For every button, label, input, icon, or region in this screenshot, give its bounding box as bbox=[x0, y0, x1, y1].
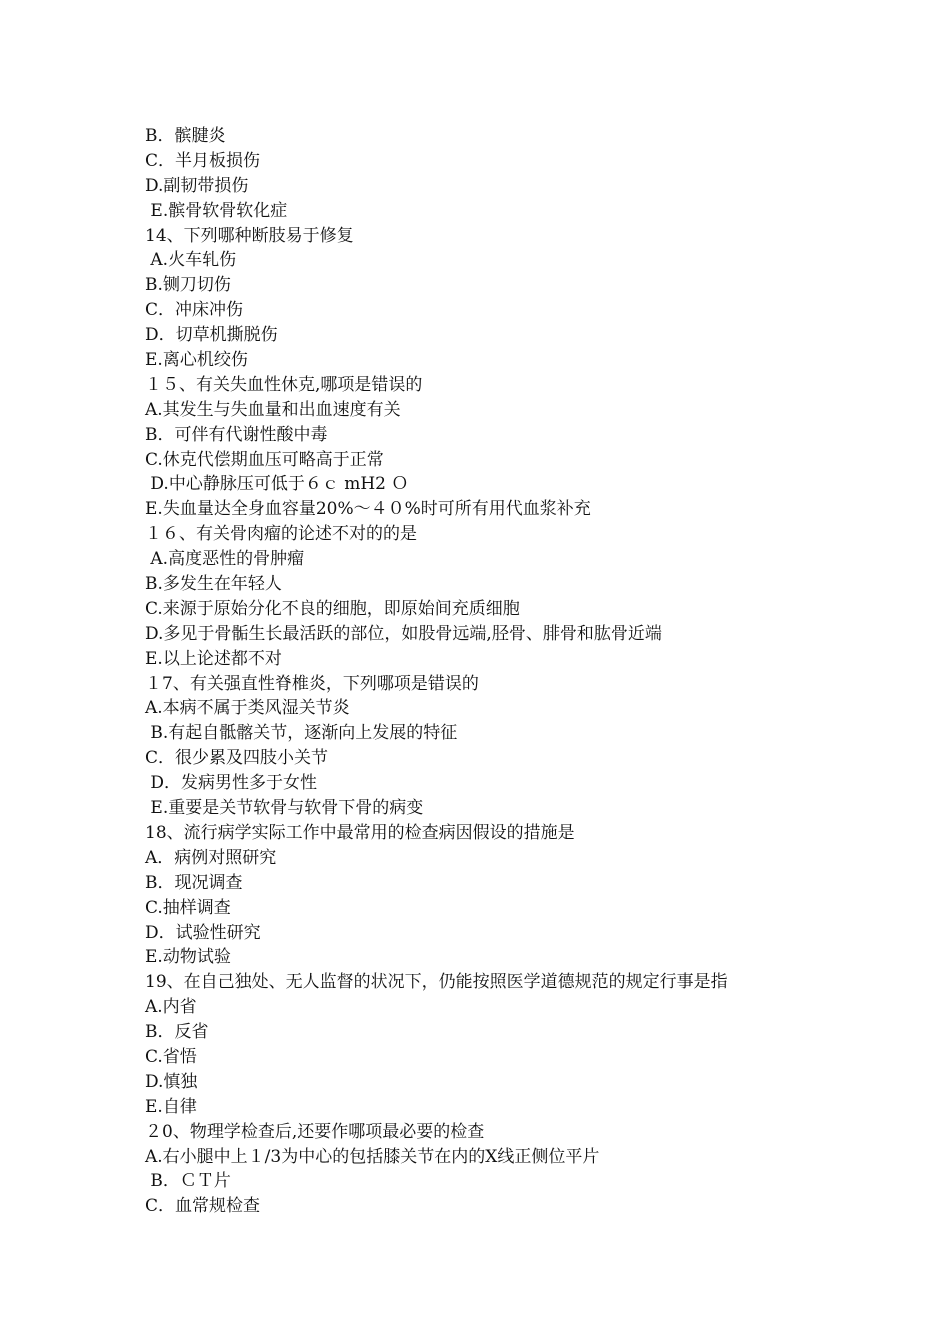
text-line: C．半月板损伤 bbox=[145, 150, 261, 171]
text-line: A.内省 bbox=[145, 997, 197, 1018]
text-line: B.铡刀切伤 bbox=[145, 275, 231, 296]
text-line: D.中心静脉压可低于６ｃ mH2 Ｏ bbox=[145, 474, 409, 495]
text-line: B．髌腱炎 bbox=[145, 126, 226, 146]
text-line: E.重要是关节软骨与软骨下骨的病变 bbox=[145, 798, 424, 819]
text-line: E.失血量达全身血容量20%～４０%时可所有用代血浆补充 bbox=[145, 499, 591, 520]
question-15: １５、有关失血性休克,哪项是错误的 bbox=[145, 374, 423, 395]
text-line: A.火车轧伤 bbox=[145, 250, 237, 271]
text-line: B．ＣＴ片 bbox=[145, 1171, 231, 1192]
text-line: E.离心机绞伤 bbox=[145, 350, 248, 371]
text-line: D．试验性研究 bbox=[145, 922, 261, 943]
text-line: A.高度恶性的骨肿瘤 bbox=[145, 549, 305, 570]
text-line: D.慎独 bbox=[145, 1071, 198, 1092]
question-20: ２0、物理学检查后,还要作哪项最必要的检查 bbox=[145, 1121, 485, 1142]
question-14: 14、下列哪种断肢易于修复 bbox=[145, 225, 354, 246]
text-line: A．病例对照研究 bbox=[145, 847, 277, 868]
text-line: B.多发生在年轻人 bbox=[145, 574, 282, 595]
text-line: B．可伴有代谢性酸中毒 bbox=[145, 424, 328, 445]
question-17: １7、有关强直性脊椎炎，下列哪项是错误的 bbox=[145, 673, 479, 694]
question-19: 19、在自己独处、无人监督的状况下，仍能按照医学道德规范的规定行事是指 bbox=[145, 972, 728, 993]
text-line: D.副韧带损伤 bbox=[145, 175, 249, 196]
text-line: C.休克代偿期血压可略高于正常 bbox=[145, 449, 384, 470]
text-line: E.以上论述都不对 bbox=[145, 648, 282, 669]
text-line: C.来源于原始分化不良的细胞，即原始间充质细胞 bbox=[145, 598, 520, 619]
text-line: B.有起自骶髂关节，逐渐向上发展的特征 bbox=[145, 723, 458, 744]
text-line: E.自律 bbox=[145, 1096, 197, 1117]
text-line: A.右小腿中上１/3为中心的包括膝关节在内的X线正侧位平片 bbox=[145, 1146, 600, 1167]
text-line: A.其发生与失血量和出血速度有关 bbox=[145, 399, 401, 420]
text-line: D.多见于骨骺生长最活跃的部位，如股骨远端,胫骨、腓骨和肱骨近端 bbox=[145, 623, 662, 644]
text-line: C.抽样调查 bbox=[145, 897, 231, 918]
text-line: D．切草机撕脱伤 bbox=[145, 325, 278, 346]
question-16: １６、有关骨肉瘤的论述不对的的是 bbox=[145, 524, 417, 545]
text-line: E.髌骨软骨软化症 bbox=[145, 200, 288, 221]
text-line: E.动物试验 bbox=[145, 947, 231, 968]
question-18: 18、流行病学实际工作中最常用的检查病因假设的措施是 bbox=[145, 822, 575, 843]
text-line: C．冲床冲伤 bbox=[145, 300, 244, 321]
text-line: C．血常规检查 bbox=[145, 1196, 261, 1217]
text-line: B．反省 bbox=[145, 1022, 209, 1043]
text-line: C．很少累及四肢小关节 bbox=[145, 748, 329, 769]
text-line: D．发病男性多于女性 bbox=[145, 773, 318, 794]
document-body bbox=[145, 124, 865, 1219]
text-line: B．现况调查 bbox=[145, 872, 243, 893]
text-line: C.省悟 bbox=[145, 1046, 197, 1067]
text-line: A.本病不属于类风湿关节炎 bbox=[145, 698, 350, 719]
